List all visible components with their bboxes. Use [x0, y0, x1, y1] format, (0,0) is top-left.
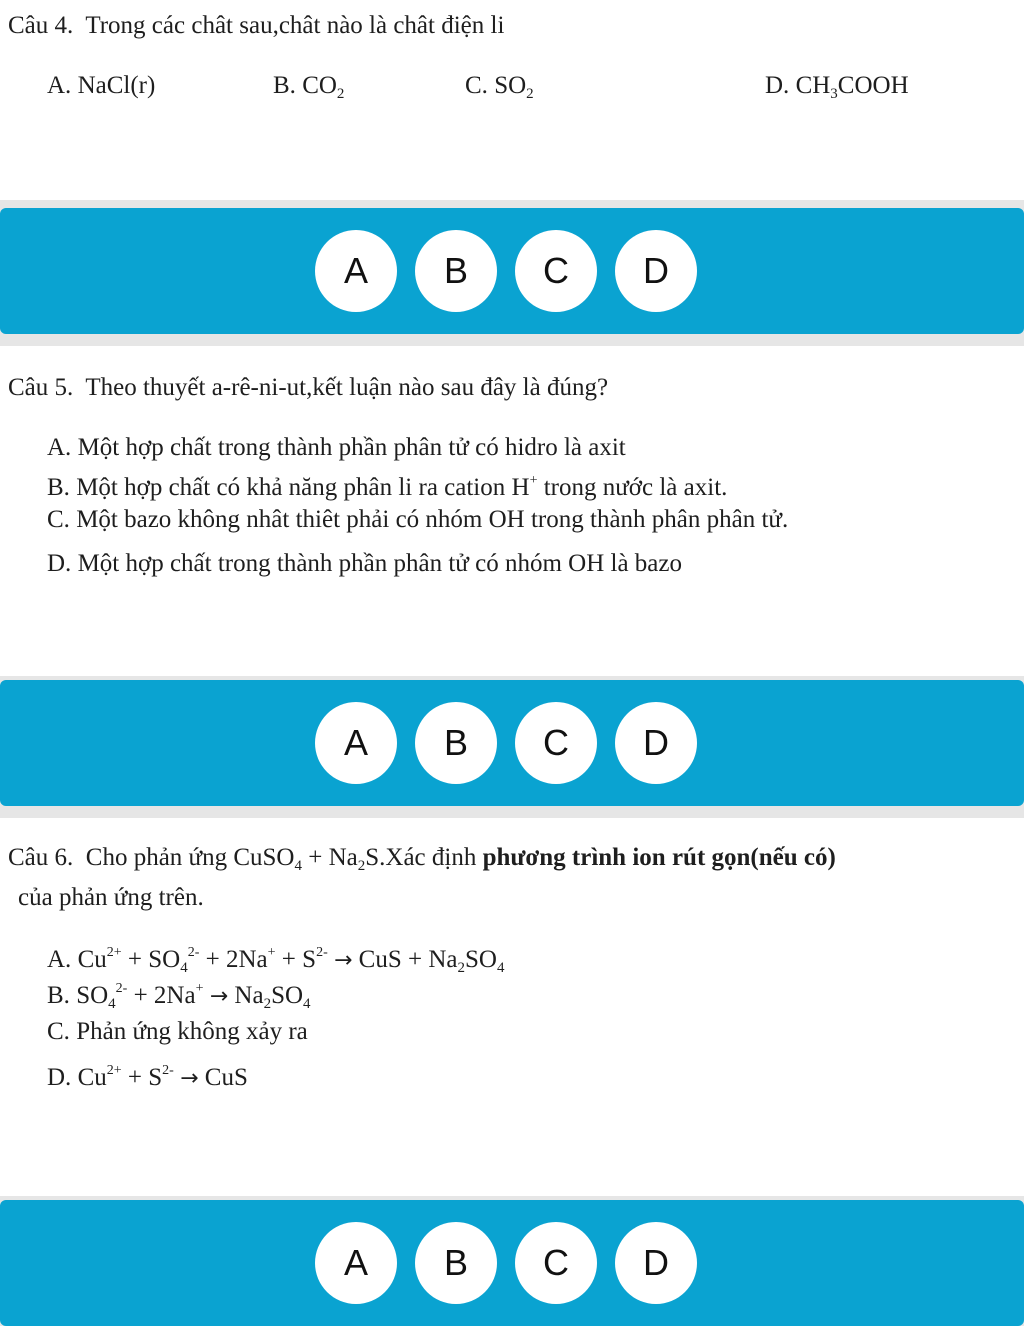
question-4-card	[0, 0, 1024, 200]
q6-option-b: B. $SO_4^{2-} + 2Na^+ \to Na_2SO_4$	[47, 981, 311, 1012]
question-4-text: Câu 4. Trong các chât sau,chât nào là chât điện li	[8, 12, 505, 39]
q5-option-d: D. Một hợp chất trong thành phần phân tử có nhóm OH là bazo	[47, 550, 682, 577]
answer-d-button[interactable]: D	[615, 702, 697, 784]
question-5-text: Câu 5. Theo thuyết a-rê-ni-ut,kết luận nào sau đây là đúng?	[8, 374, 609, 401]
q5-option-c: C. Một bazo không nhât thiêt phải có nhóm OH trong thành phân phân tử.	[47, 506, 789, 533]
answer-b-button[interactable]: B	[415, 230, 497, 312]
answer-a-button[interactable]: A	[315, 1222, 397, 1304]
q5-option-b: B. Một hợp chất có khả năng phân li ra cation H+ trong nước là axit.	[47, 473, 728, 501]
q5-option-a: A. Một hợp chất trong thành phần phân tử có hidro là axit	[47, 434, 626, 461]
arrow-icon: →	[180, 1066, 199, 1091]
q6-option-c: C. Phản ứng không xảy ra	[47, 1018, 308, 1045]
q4-option-c: C. $SO_2$	[465, 72, 534, 102]
arrow-icon: →	[333, 948, 353, 973]
q4-option-d: D. $CH_3COOH$	[765, 72, 909, 102]
question-5-card	[0, 346, 1024, 676]
q6-option-d: D. $Cu^{2+} + S^{2-}$ → CuS	[47, 1063, 248, 1091]
answer-a-button[interactable]: A	[315, 702, 397, 784]
answer-band-q5	[0, 680, 1024, 806]
answer-b-button[interactable]: B	[415, 702, 497, 784]
arrow-icon: →	[209, 984, 229, 1009]
question-6-card	[0, 818, 1024, 1196]
answer-band-q4	[0, 208, 1024, 334]
answer-c-button[interactable]: C	[515, 230, 597, 312]
answer-a-button[interactable]: A	[315, 230, 397, 312]
question-6-text: Câu 6. Cho phản ứng CuSO$_4$ + $Na_2S.Xác$ định phương trình ion rút gọn(nếu có)	[8, 844, 836, 874]
q4-option-b: B. $CO_2$	[273, 72, 345, 102]
answer-band-q6	[0, 1200, 1024, 1326]
answer-d-button[interactable]: D	[615, 1222, 697, 1304]
q4-option-a: A. NaCl(r)	[47, 72, 156, 99]
q6-option-a: A. $Cu^{2+} + SO_4^{2-} + 2Na^+ + S^{2-}$ → CuS + $Na_2SO_4$	[47, 945, 505, 976]
answer-c-button[interactable]: C	[515, 702, 597, 784]
answer-d-button[interactable]: D	[615, 230, 697, 312]
question-6-text-line2: của phản ứng trên.	[18, 884, 204, 911]
answer-c-button[interactable]: C	[515, 1222, 597, 1304]
answer-b-button[interactable]: B	[415, 1222, 497, 1304]
